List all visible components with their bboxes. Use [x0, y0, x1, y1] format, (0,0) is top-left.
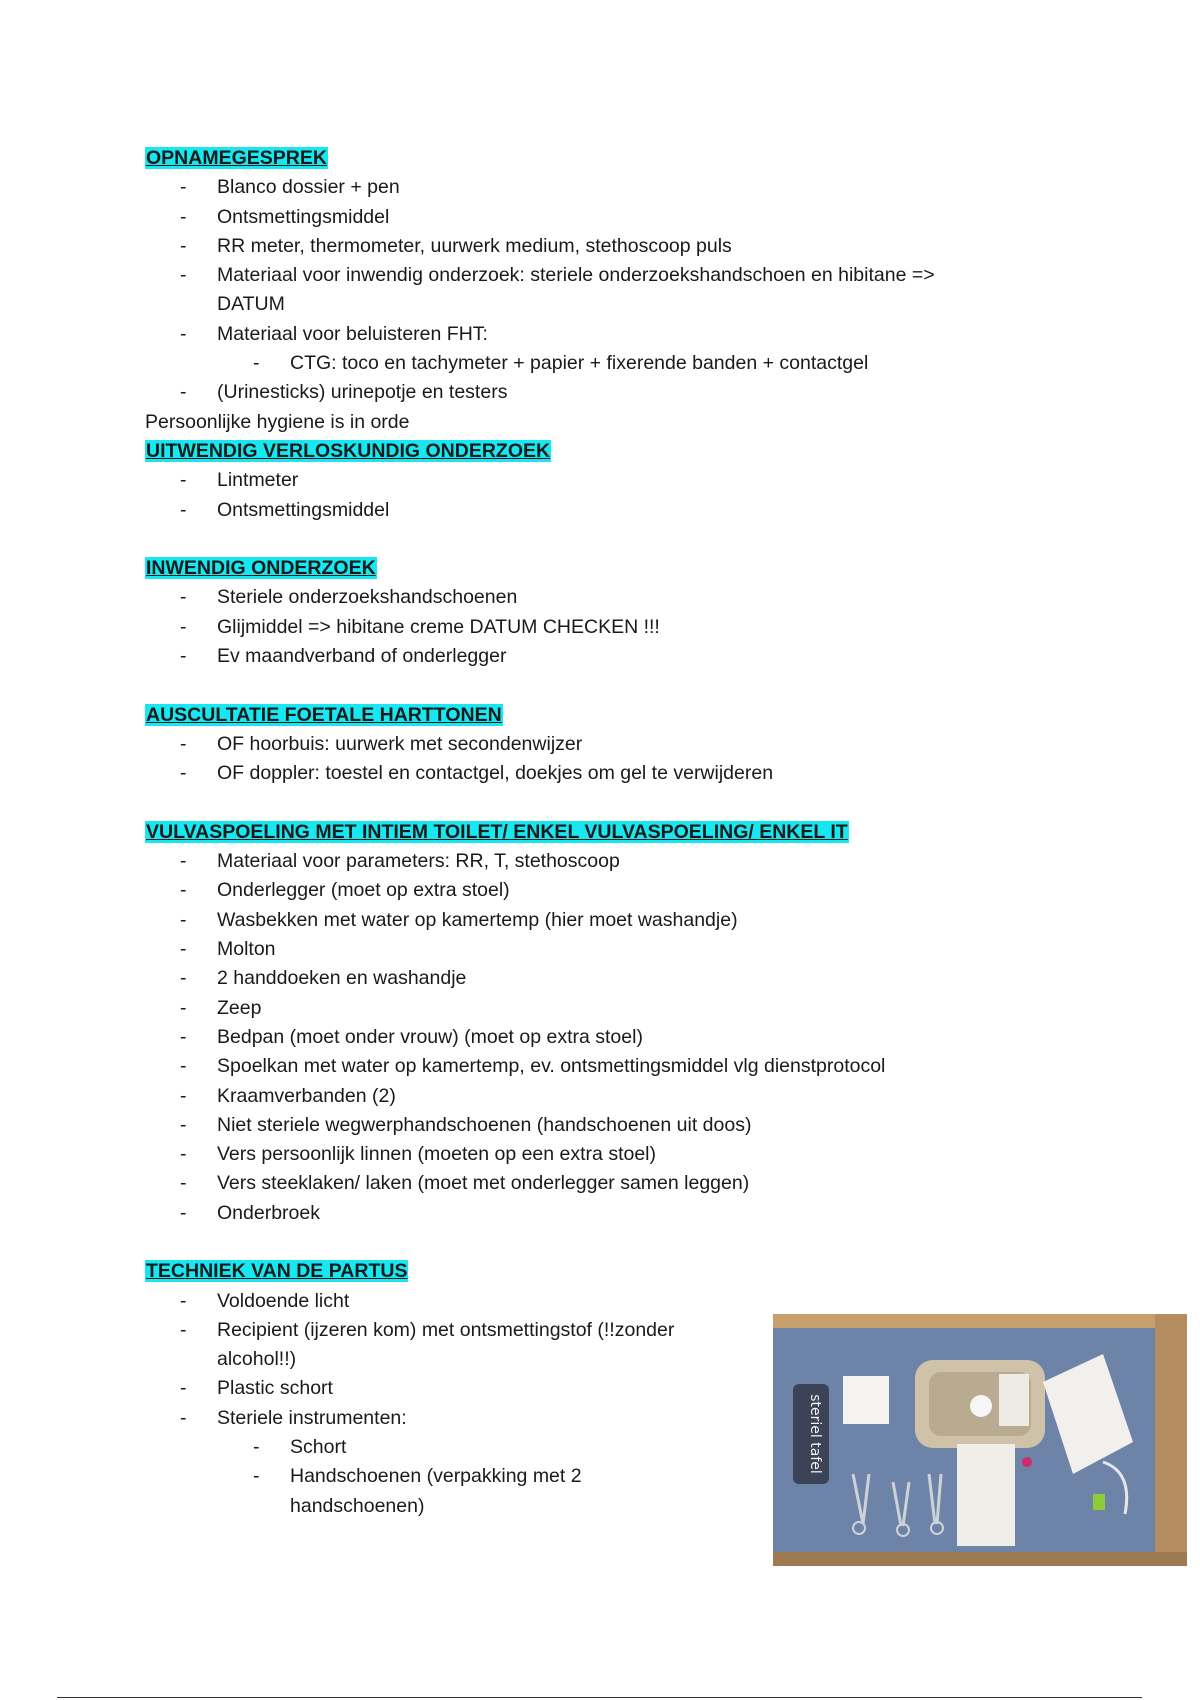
list-item: - OF doppler: toestel en contactgel, doekjes om gel te verwijderen	[180, 762, 774, 785]
note-text: Persoonlijke hygiene is in orde	[145, 410, 410, 433]
list-item: - Vers persoonlijk linnen (moeten op een extra stoel)	[180, 1143, 656, 1166]
list-item: - Spoelkan met water op kamertemp, ev. ontsmettingsmiddel vlg dienstprotocol	[180, 1055, 886, 1078]
list-item: - Materiaal voor beluisteren FHT:	[180, 322, 488, 345]
list-item: - Wasbekken met water op kamertemp (hier moet washandje)	[180, 908, 738, 931]
spacer	[145, 1228, 1045, 1257]
list-item: - RR meter, thermometer, uurwerk medium, stethoscoop puls	[180, 234, 732, 257]
list-item: - Vers steeklaken/ laken (moet met onderlegger samen leggen)	[180, 1172, 750, 1195]
sub-list-item: - CTG: toco en tachymeter + papier + fixerende banden + contactgel	[253, 352, 869, 375]
list-item: - Plastic schort	[180, 1377, 333, 1400]
spacer	[145, 525, 1045, 554]
heading-opnamegesprek: OPNAMEGESPREK	[146, 147, 327, 169]
sub-list-item-continuation: handschoenen)	[290, 1494, 425, 1517]
heading-uitwendig-onderzoek: UITWENDIG VERLOSKUNDIG ONDERZOEK	[146, 439, 551, 462]
section-heading	[145, 1257, 1045, 1286]
folded-gauze	[999, 1374, 1029, 1426]
vial-pink	[1022, 1457, 1032, 1467]
list-item: - Niet steriele wegwerphandschoenen (handschoenen uit doos)	[180, 1113, 752, 1136]
list-item: - Ev maandverband of onderlegger	[180, 645, 507, 668]
section-heading	[145, 437, 1045, 466]
footer-rule	[57, 1697, 1142, 1698]
list-item: - Recipient (ijzeren kom) met ontsmettingstof (!!zonder	[180, 1318, 675, 1341]
heading-techniek-partus: TECHNIEK VAN DE PARTUS	[146, 1260, 408, 1283]
spacer	[145, 789, 1045, 818]
list-item: - Materiaal voor parameters: RR, T, stethoscoop	[180, 850, 620, 873]
section-heading	[145, 144, 1045, 173]
heading-inwendig-onderzoek: INWENDIG ONDERZOEK	[146, 557, 376, 580]
list-item: - Onderbroek	[180, 1201, 320, 1224]
list-item: - Glijmiddel => hibitane creme DATUM CHECKEN !!!	[180, 615, 660, 638]
section-heading	[145, 818, 1045, 847]
sterile-table-photo	[773, 1314, 1187, 1566]
list-item: - Zeep	[180, 996, 262, 1019]
wooden-table-edge-bottom	[773, 1552, 1187, 1566]
gauze-square	[843, 1376, 889, 1424]
list-item: - Blanco dossier + pen	[180, 176, 400, 199]
list-item: - Bedpan (moet onder vrouw) (moet op extra stoel)	[180, 1025, 643, 1048]
list-item: - Ontsmettingsmiddel	[180, 498, 390, 521]
section-heading	[145, 554, 1045, 583]
heading-auscultatie: AUSCULTATIE FOETALE HARTTONEN	[146, 703, 502, 726]
sub-list-item: - Schort	[253, 1436, 347, 1459]
wooden-table-edge-top	[773, 1314, 1187, 1328]
section-heading	[145, 701, 1045, 730]
list-item: - Steriele instrumenten:	[180, 1406, 407, 1429]
heading-vulvaspoeling: VULVASPOELING MET INTIEM TOILET/ ENKEL VULVASPOELING/ ENKEL IT	[146, 820, 848, 843]
list-item: - (Urinesticks) urinepotje en testers	[180, 381, 508, 404]
sterile-table-illustration	[773, 1314, 1187, 1566]
list-item: - Lintmeter	[180, 469, 299, 492]
wooden-table-edge-right	[1155, 1314, 1187, 1566]
green-clamp	[1093, 1494, 1105, 1510]
list-item-continuation: DATUM	[217, 293, 285, 316]
list-item: - 2 handdoeken en washandje	[180, 967, 467, 990]
photo-label: steriel tafel	[807, 1394, 823, 1474]
cotton-ball	[970, 1395, 992, 1417]
list-item: - Steriele onderzoekshandschoenen	[180, 586, 518, 609]
sub-list-item: - Handschoenen (verpakking met 2	[253, 1465, 582, 1488]
list-item-continuation: alcohol!!)	[217, 1348, 297, 1371]
list-item: - Onderlegger (moet op extra stoel)	[180, 879, 510, 902]
list-item: - Molton	[180, 938, 276, 961]
list-item: - Ontsmettingsmiddel	[180, 205, 390, 228]
folded-towel	[957, 1444, 1015, 1546]
list-item: - OF hoorbuis: uurwerk met secondenwijzer	[180, 732, 583, 755]
list-item: - Materiaal voor inwendig onderzoek: steriele onderzoekshandschoen en hibitane =>	[180, 264, 935, 287]
list-item: - Kraamverbanden (2)	[180, 1084, 396, 1107]
list-item: - Voldoende licht	[180, 1289, 350, 1312]
spacer	[145, 671, 1045, 700]
